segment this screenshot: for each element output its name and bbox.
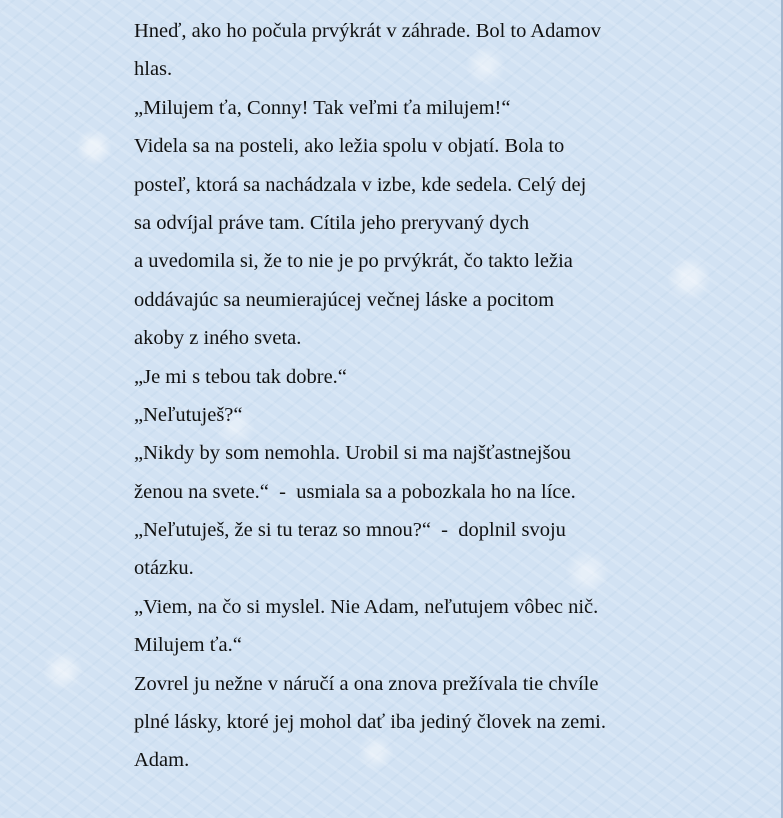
text-line-11: „Neľutuješ?“ xyxy=(134,403,243,426)
text-line-9: akoby z iného sveta. xyxy=(134,327,302,350)
text-line-18: Zovrel ju nežne v náručí a ona znova prežívala tie chvíle xyxy=(134,672,599,695)
text-line-3: „Milujem ťa, Conny! Tak veľmi ťa milujem!“ xyxy=(134,96,511,119)
text-line-5: posteľ, ktorá sa nachádzala v izbe, kde sedela. Celý dej xyxy=(134,173,587,196)
text-line-8: oddávajúc sa neumierajúcej večnej láske a pocitom xyxy=(134,288,555,311)
text-line-13: ženou na svete.“ - usmiala sa a pobozkala ho na líce. xyxy=(134,480,576,503)
text-line-19: plné lásky, ktoré jej mohol dať iba jediný človek na zemi. xyxy=(134,711,606,734)
text-line-4: Videla sa na posteli, ako ležia spolu v objatí. Bola to xyxy=(134,135,565,158)
text-line-15: otázku. xyxy=(134,557,194,580)
text-line-20: Adam. xyxy=(134,749,190,772)
text-line-16: „Viem, na čo si myslel. Nie Adam, neľutujem vôbec nič. xyxy=(134,595,599,618)
text-line-10: „Je mi s tebou tak dobre.“ xyxy=(134,365,347,388)
text-line-7: a uvedomila si, že to nie je po prvýkrát, čo takto ležia xyxy=(134,250,573,273)
text-line-14: „Neľutuješ, že si tu teraz so mnou?“ - doplnil svoju xyxy=(134,519,566,542)
text-line-12: „Nikdy by som nemohla. Urobil si ma najšťastnejšou xyxy=(134,442,571,465)
text-line-1: Hneď, ako ho počula prvýkrát v záhrade. Bol to Adamov xyxy=(134,20,601,42)
document-body xyxy=(134,12,694,780)
text-line-6: sa odvíjal práve tam. Cítila jeho preryvaný dych xyxy=(134,211,530,234)
text-line-17: Milujem ťa.“ xyxy=(134,634,242,657)
text-line-2: hlas. xyxy=(134,58,173,81)
